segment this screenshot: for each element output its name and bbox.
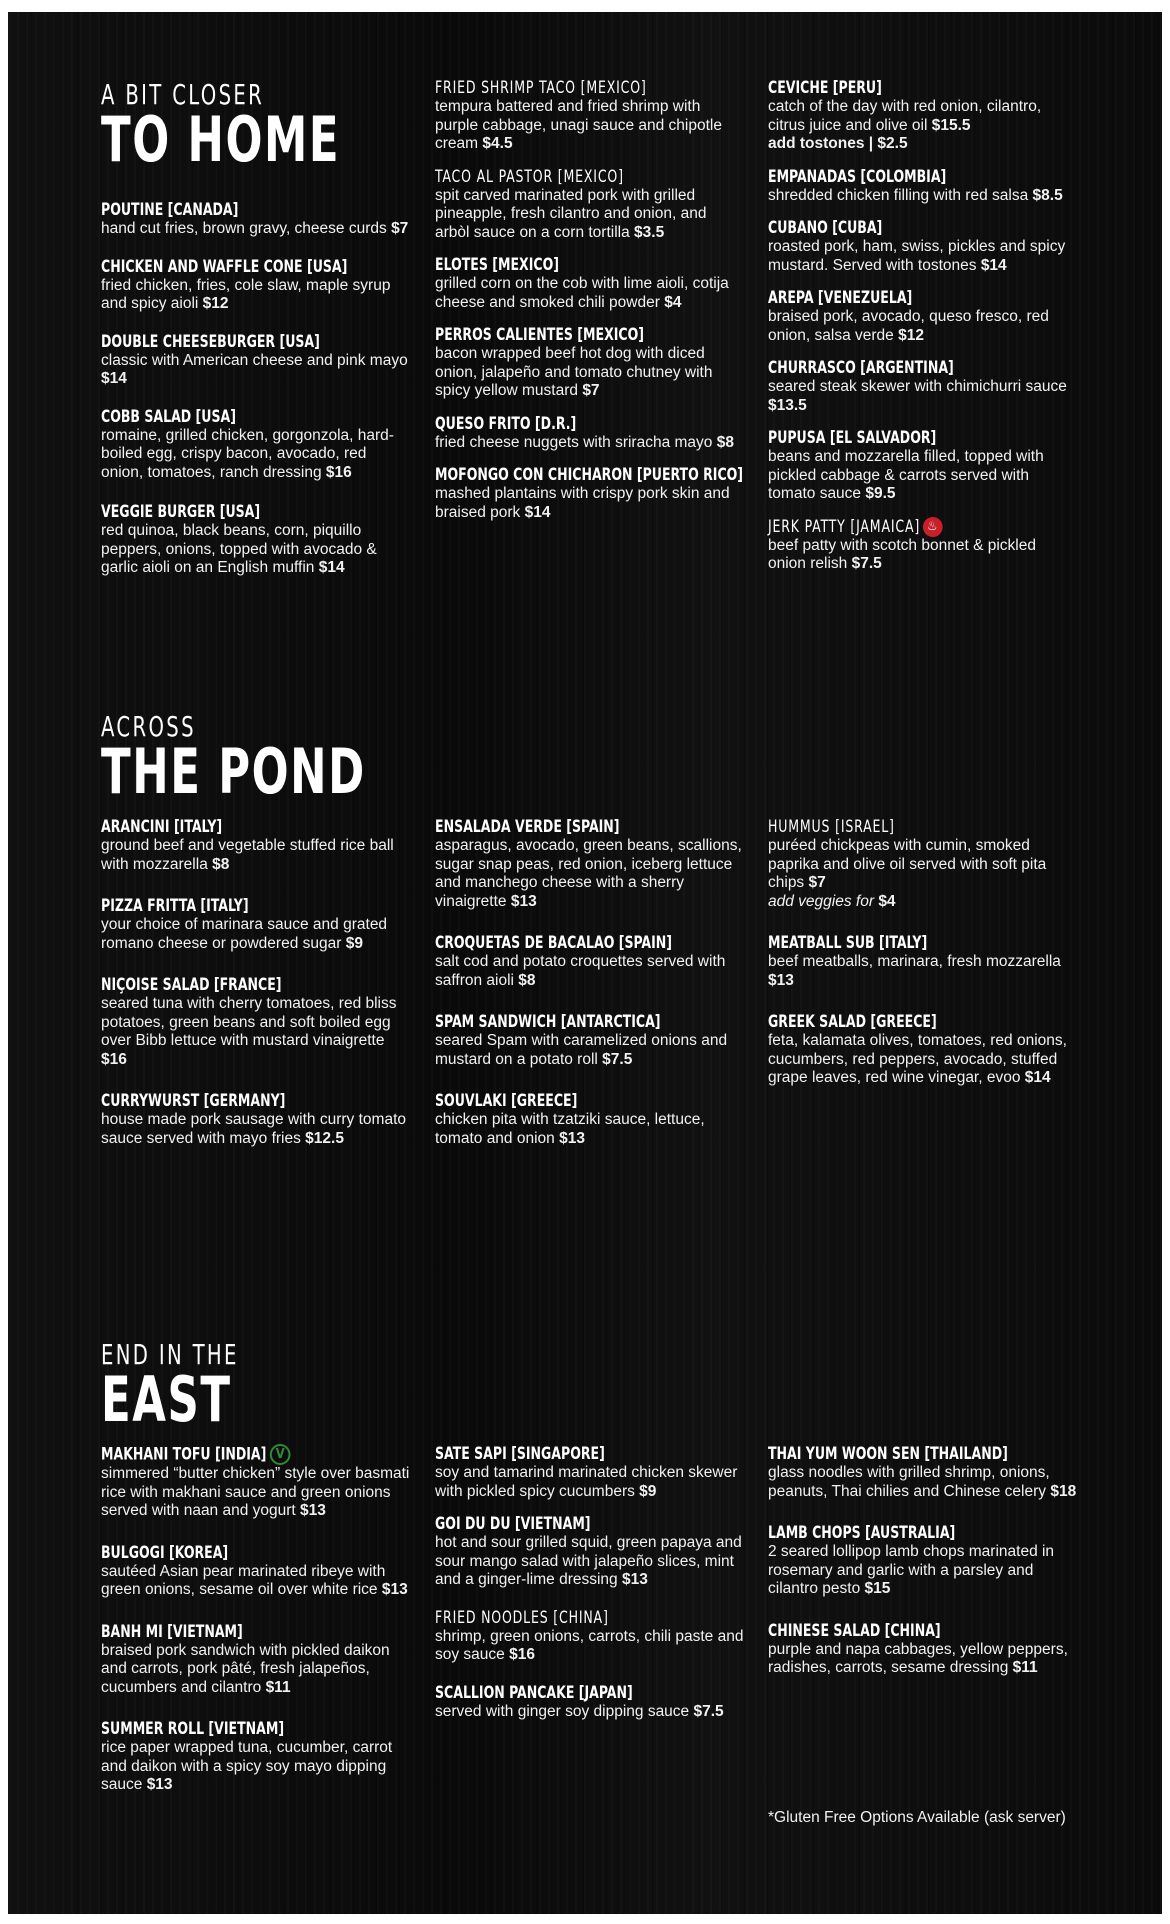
menu-item-name: [435, 1608, 689, 1628]
menu-item-description-text: salt cod and potato croquettes served with saffron aioli: [435, 953, 726, 989]
menu-item-name-text: COBB SALAD [USA]: [101, 406, 236, 427]
section-heading-across-the-pond: [101, 710, 441, 808]
menu-item-description-text: 2 seared lollipop lamb chops marinated in rosemary and garlic with a parsley and cilantro pesto: [768, 1543, 1055, 1597]
menu-item: [101, 200, 411, 239]
menu-item-description-text: romaine, grilled chicken, gorgonzola, hard-boiled egg, crispy bacon, avocado, red onion, tomatoes, ranch dressing: [101, 426, 394, 481]
menu-item-description: [768, 537, 1078, 574]
menu-item-name-text: CURRYWURST [GERMANY]: [101, 1091, 286, 1111]
menu-item-price: $13: [510, 892, 537, 910]
menu-item-name: [435, 78, 689, 98]
menu-item: [101, 502, 411, 578]
menu-item-price: $13: [146, 1776, 173, 1793]
menu-item-description-text: served with ginger soy dipping sauce: [435, 1702, 690, 1720]
menu-item-description-text: tempura battered and fried shrimp with purple cabbage, unagi sauce and chipotle cream: [435, 98, 722, 152]
menu-item: [435, 325, 745, 401]
menu-item: [768, 817, 1078, 911]
menu-item-description: [435, 837, 745, 911]
menu-item-price: $8: [716, 433, 734, 451]
menu-item-name-text: AREPA [VENEZUELA]: [768, 288, 913, 308]
menu-item-price: $3.5: [634, 223, 665, 241]
menu-item-description: [435, 275, 745, 312]
menu-item-name: [768, 1621, 1022, 1641]
menu-item-description: [768, 308, 1078, 345]
menu-item-description: [768, 448, 1078, 504]
menu-item-description: [435, 1703, 745, 1722]
menu-item: [435, 465, 745, 522]
menu-item-price: $4.5: [482, 135, 513, 152]
menu-item-name-text: ARANCINI [ITALY]: [101, 817, 223, 837]
menu-item-description-text: bacon wrapped beef hot dog with diced onion, jalapeño and tomato chutney with spicy yellow mustard: [435, 345, 713, 399]
menu-item-description: [768, 1543, 1078, 1599]
menu-item-name-text: BULGOGI [KOREA]: [101, 1542, 229, 1563]
menu-item-name: [768, 218, 1022, 238]
menu-item-name-text: SUMMER ROLL [VIETNAM]: [101, 1719, 285, 1739]
menu-item-price: $7: [808, 874, 826, 891]
menu-item-description-text: shrimp, green onions, carrots, chili paste and soy sauce: [435, 1627, 744, 1663]
menu-item-description: [435, 1464, 745, 1501]
menu-item-description-text: beef meatballs, marinara, fresh mozzarella: [768, 953, 1061, 970]
menu-item-name: [435, 414, 689, 434]
menu-column: [768, 817, 1078, 1088]
menu-item-price: $16: [509, 1646, 535, 1663]
menu-item-name-text: SPAM SANDWICH [ANTARCTICA]: [435, 1012, 661, 1032]
menu-item-name-text: PUPUSA [EL SALVADOR]: [768, 428, 937, 448]
menu-item-name-text: MOFONGO CON CHICHARON [PUERTO RICO]: [435, 465, 744, 485]
menu-item-name: [768, 1012, 1022, 1032]
menu-item-description-text: chicken pita with tzatziki sauce, lettuce, tomato and onion: [435, 1111, 705, 1147]
menu-item-name: [435, 255, 689, 275]
menu-item-name: [768, 428, 1022, 448]
menu-item-price: $13: [559, 1129, 585, 1147]
menu-item-description: [435, 1032, 745, 1069]
menu-item-addon: [768, 893, 1078, 912]
menu-item: [435, 1012, 745, 1069]
menu-column: [101, 817, 411, 1148]
menu-item-name-text: BANH MI [VIETNAM]: [101, 1621, 243, 1642]
menu-item: [435, 1514, 745, 1590]
menu-item-name-text: GOI DU DU [VIETNAM]: [435, 1514, 591, 1534]
menu-item-name: [768, 78, 1022, 98]
menu-item-name: [101, 200, 355, 220]
menu-item-price: $14: [101, 370, 127, 387]
menu-item-description-text: beef patty with scotch bonnet & pickled onion relish: [768, 536, 1036, 572]
menu-item-name-text: THAI YUM WOON SEN [THAILAND]: [768, 1444, 1008, 1464]
menu-item-description-text: spit carved marinated pork with grilled pineapple, fresh cilantro and onion, and arbòl sauce on a corn tortilla: [435, 186, 707, 241]
gluten-free-note: *Gluten Free Options Available (ask server): [768, 1809, 1066, 1826]
menu-item: [101, 1444, 411, 1521]
menu-item-description: [101, 916, 411, 953]
menu-item-name-text: QUESO FRITO [D.R.]: [435, 413, 577, 434]
menu-item: [101, 1622, 411, 1698]
menu-item-name: [768, 1444, 1022, 1464]
menu-item-description: [768, 837, 1078, 893]
menu-item-name-text: POUTINE [CANADA]: [101, 200, 239, 220]
menu-item-description: [101, 427, 411, 483]
menu-item-name: [101, 332, 355, 352]
menu-item: [101, 1543, 411, 1600]
menu-item-price: $7.5: [851, 555, 882, 572]
menu-item: [435, 933, 745, 990]
menu-item-description: [435, 1628, 745, 1665]
menu-item-description-text: grilled corn on the cob with lime aioli, cotija cheese and smoked chili powder: [435, 275, 729, 311]
menu-item: [435, 255, 745, 312]
menu-item-price: $12.5: [305, 1129, 344, 1147]
menu-item-description-text: puréed chickpeas with cumin, smoked paprika and olive oil served with soft pita chips: [768, 837, 1047, 891]
menu-item-description: [435, 1534, 745, 1590]
menu-item-name-text: SOUVLAKI [GREECE]: [435, 1091, 578, 1111]
menu-item-name: [435, 465, 744, 485]
menu-item-description: [768, 98, 1078, 154]
menu-item: [101, 1091, 411, 1148]
menu-item-description-text: mashed plantains with crispy pork skin and braised pork: [435, 485, 730, 521]
menu-item-name-text: CHINESE SALAD [CHINA]: [768, 1620, 941, 1641]
menu-item-price: $7: [582, 382, 600, 399]
menu-item-name-text: GREEK SALAD [GREECE]: [768, 1012, 937, 1032]
menu-item-description-text: feta, kalamata olives, tomatoes, red onions, cucumbers, red peppers, avocado, stuffed grape leaves, red wine vinegar, evoo: [768, 1032, 1067, 1086]
menu-item-description: [101, 1563, 411, 1600]
menu-item-description: [768, 1641, 1078, 1678]
menu-item: [101, 896, 411, 953]
menu-item-name-text: DOUBLE CHEESEBURGER [USA]: [101, 331, 320, 352]
section-subtitle: A BIT CLOSER: [101, 78, 265, 111]
menu-column: [101, 200, 411, 578]
menu-item-description-text: your choice of marinara sauce and grated romano cheese or powdered sugar: [101, 916, 388, 952]
menu-item-name-text: ELOTES [MEXICO]: [435, 255, 559, 275]
menu-item: [435, 1608, 745, 1665]
menu-item: [101, 975, 411, 1069]
menu-item-price: $14: [318, 559, 345, 576]
menu-item-name: [768, 358, 1022, 378]
menu-item-price: $7: [391, 220, 409, 237]
menu-item-price: $9: [345, 934, 363, 952]
menu-item-price: $7.5: [602, 1050, 633, 1068]
menu-item-name: [435, 1683, 689, 1703]
menu-item: [768, 358, 1078, 415]
menu-item-price: $13.5: [768, 396, 807, 414]
menu-item-name-text: FRIED NOODLES [CHINA]: [435, 1607, 609, 1628]
menu-item-price: $11: [265, 1678, 291, 1696]
menu-item-description: [435, 187, 745, 243]
menu-item: [768, 288, 1078, 345]
menu-item-name-text: EMPANADAS [COLOMBIA]: [768, 166, 947, 187]
menu-item-description: [101, 220, 411, 239]
menu-item-name: [101, 257, 355, 277]
menu-item-price: $13: [300, 1502, 326, 1519]
menu-item-description: [101, 1111, 411, 1148]
section-title: EAST: [101, 1363, 232, 1436]
menu-item-name: [768, 933, 1022, 953]
menu-item-name-text: PIZZA FRITTA [ITALY]: [101, 896, 249, 916]
menu-item-price: $13: [381, 1581, 408, 1598]
menu-item: [768, 517, 1078, 574]
menu-item-price: $9: [639, 1482, 657, 1500]
menu-item-price: $11: [1012, 1659, 1038, 1676]
menu-item-price: $13: [768, 971, 794, 989]
menu-item-description: [101, 1642, 411, 1698]
menu-item: [435, 78, 745, 154]
menu-item-description: [768, 1464, 1078, 1501]
menu-item-description: [101, 1465, 411, 1521]
menu-item: [101, 407, 411, 483]
menu-item-price: $8.5: [1032, 186, 1063, 204]
menu-item-name-text: CEVICHE [PERU]: [768, 78, 882, 98]
menu-item-description-text: braised pork, avocado, queso fresco, red onion, salsa verde: [768, 308, 1049, 344]
menu-column: [768, 1444, 1078, 1678]
menu-item-name: [768, 1523, 1022, 1543]
menu-item-name: [101, 1543, 355, 1563]
vegetarian-icon: V: [270, 1444, 291, 1465]
menu-item-name: [101, 1719, 355, 1739]
menu-item-price: $12: [202, 295, 229, 312]
menu-item: [768, 78, 1078, 154]
menu-item-description: [101, 277, 411, 314]
menu-column: [435, 1444, 745, 1721]
menu-item-description-text: ground beef and vegetable stuffed rice ball with mozzarella: [101, 837, 394, 873]
menu-item-description: [435, 953, 745, 990]
menu-item-price: $13: [621, 1571, 648, 1588]
menu-item-name-text: ENSALADA VERDE [SPAIN]: [435, 817, 620, 837]
menu-item-description-text: simmered “butter chicken” style over basmati rice with makhani sauce and green onions served with naan and yogurt: [101, 1465, 410, 1519]
menu-item: [101, 1719, 411, 1795]
menu-item-name-text: MAKHANI TOFU [INDIA]: [101, 1444, 267, 1465]
menu-item: [101, 817, 411, 874]
menu-item-name: [435, 167, 689, 187]
menu-item-name: [101, 975, 355, 995]
menu-item-addon: add tostones | $2.5: [768, 135, 908, 152]
menu-item-description: [435, 1111, 745, 1148]
section-title: TO HOME: [101, 103, 341, 176]
menu-item-name: [101, 1444, 355, 1465]
menu-item-name-text: CUBANO [CUBA]: [768, 218, 883, 238]
menu-item-name: [768, 288, 1022, 308]
menu-item-description: [101, 522, 411, 578]
menu-item-description-text: sautéed Asian pear marinated ribeye with green onions, sesame oil over white rice: [101, 1562, 386, 1598]
menu-item: [435, 1683, 745, 1722]
section-subtitle: ACROSS: [101, 710, 196, 743]
menu-item-name: [435, 1012, 689, 1032]
menu-item-name-text: SATE SAPI [SINGAPORE]: [435, 1444, 605, 1464]
menu-item-description: [101, 1739, 411, 1795]
menu-item: [768, 1523, 1078, 1599]
section-heading-end-in-the-east: [101, 1338, 278, 1436]
menu-item-name-text: PERROS CALIENTES [MEXICO]: [435, 325, 644, 345]
menu-item-description-text: beans and mozzarella filled, topped with pickled cabbage & carrots served with tomato sauce: [768, 448, 1044, 502]
menu-item: [768, 1444, 1078, 1501]
spicy-icon: ♨: [923, 517, 943, 537]
menu-item-name-text: NIÇOISE SALAD [FRANCE]: [101, 975, 282, 995]
menu-item-description-text: house made pork sausage with curry tomato sauce served with mayo fries: [101, 1111, 406, 1147]
section-heading-closer-to-home: [101, 78, 408, 176]
menu-item-description-text: asparagus, avocado, green beans, scallions, sugar snap peas, red onion, iceberg lettuce and manchego cheese with a sherry vinaigrette: [435, 837, 742, 910]
menu-item-description: [768, 1032, 1078, 1088]
menu-item-name-text: CROQUETAS DE BACALAO [SPAIN]: [435, 933, 673, 953]
menu-item: [101, 257, 411, 314]
menu-item: [768, 933, 1078, 990]
menu-item-description: [768, 238, 1078, 275]
menu-item-price: $8: [518, 971, 536, 989]
menu-item: [435, 167, 745, 243]
menu-item-price: $7.5: [693, 1702, 724, 1720]
menu-item-description: [435, 345, 745, 401]
menu-item-name-text: TACO AL PASTOR [MEXICO]: [435, 166, 624, 187]
menu-item-price: $18: [1050, 1482, 1077, 1500]
menu-item-name: [435, 1444, 689, 1464]
menu-item-name: [101, 1091, 355, 1111]
menu-item: [768, 1621, 1078, 1678]
menu-item-price: $14: [1024, 1069, 1051, 1086]
menu-item: [768, 218, 1078, 275]
menu-item-description: [435, 434, 745, 453]
menu-item-name: [101, 817, 355, 837]
menu-item: [768, 1012, 1078, 1088]
menu-item-name: [101, 407, 355, 427]
menu-column: [101, 1444, 411, 1795]
menu-item-name: [768, 167, 1022, 187]
menu-item-description-text: seared Spam with caramelized onions and mustard on a potato roll: [435, 1032, 728, 1068]
menu-item: [435, 414, 745, 453]
menu-item-description-text: purple and napa cabbages, yellow peppers, radishes, carrots, sesame dressing: [768, 1640, 1068, 1676]
menu-column: [768, 78, 1078, 574]
menu-item-description: [101, 352, 411, 389]
section-title: THE POND: [101, 735, 366, 808]
menu-item-price: $4: [664, 293, 682, 311]
menu-item-description: [101, 837, 411, 874]
menu-item-description-text: braised pork sandwich with pickled daikon and carrots, pork pâté, fresh jalapeños, cucumbers and cilantro: [101, 1641, 390, 1696]
menu-item-name: [768, 817, 1022, 837]
menu-item-name: [435, 817, 689, 837]
menu-item-description-text: catch of the day with red onion, cilantro, citrus juice and olive oil: [768, 98, 1042, 134]
menu-board: [8, 12, 1162, 1914]
menu-item-name-text: CHICKEN AND WAFFLE CONE [USA]: [101, 256, 348, 277]
menu-item-addon-price: $4: [878, 892, 896, 910]
menu-item-price: $8: [212, 855, 230, 873]
menu-item-name-text: SCALLION PANCAKE [JAPAN]: [435, 1682, 633, 1703]
menu-item: [435, 1091, 745, 1148]
menu-item: [768, 167, 1078, 206]
menu-item-name: [435, 1514, 689, 1534]
menu-item-name: [435, 325, 689, 345]
menu-item-name-text: LAMB CHOPS [AUSTRALIA]: [768, 1523, 956, 1543]
menu-item-name-text: VEGGIE BURGER [USA]: [101, 502, 261, 522]
menu-item-description-text: rice paper wrapped tuna, cucumber, carrot and daikon with a spicy soy mayo dipping sauce: [101, 1739, 393, 1793]
menu-item-name: [101, 502, 355, 522]
menu-item-price: $14: [524, 503, 551, 521]
menu-item-name-text: FRIED SHRIMP TACO [MEXICO]: [435, 78, 647, 98]
menu-item-description: [101, 995, 411, 1069]
menu-item-name: [101, 896, 355, 916]
menu-item-name: [435, 933, 689, 953]
menu-item: [768, 428, 1078, 504]
menu-item: [101, 332, 411, 389]
menu-item-price: $15.5: [931, 116, 971, 134]
menu-item-description: [768, 378, 1078, 415]
menu-item-description-text: seared tuna with cherry tomatoes, red bliss potatoes, green beans and soft boiled egg over Bibb lettuce with mustard vinaigrette: [101, 995, 397, 1049]
menu-item-description-text: roasted pork, ham, swiss, pickles and spicy mustard. Served with tostones: [768, 238, 1066, 274]
menu-item: [435, 817, 745, 911]
menu-column: [435, 817, 745, 1148]
menu-item-description-text: shredded chicken filling with red salsa: [768, 186, 1029, 204]
menu-item-description-text: soy and tamarind marinated chicken skewer with pickled spicy cucumbers: [435, 1464, 738, 1500]
menu-item-name-text: CHURRASCO [ARGENTINA]: [768, 358, 954, 378]
menu-item-description: [435, 98, 745, 154]
menu-item-description-text: glass noodles with grilled shrimp, onions, peanuts, Thai chilies and Chinese celery: [768, 1464, 1050, 1500]
menu-item-price: $15: [864, 1580, 891, 1597]
menu-item-addon-text: add veggies for: [768, 892, 874, 910]
menu-item-price: $12: [898, 326, 924, 344]
menu-item-name: [435, 1091, 689, 1111]
section-subtitle: END IN THE: [101, 1338, 239, 1371]
menu-item-description-text: classic with American cheese and pink mayo: [101, 351, 408, 369]
menu-column: [435, 78, 745, 522]
menu-item-description-text: red quinoa, black beans, corn, piquillo peppers, onions, topped with avocado & garlic aioli on an English muffin: [101, 522, 377, 576]
menu-item-description-text: fried chicken, fries, cole slaw, maple syrup and spicy aioli: [101, 276, 391, 312]
menu-item: [435, 1444, 745, 1501]
menu-item-price: $16: [101, 1050, 127, 1068]
menu-item-description: [435, 485, 745, 522]
menu-item-price: $16: [325, 463, 352, 481]
menu-item-description-text: fried cheese nuggets with sriracha mayo: [435, 433, 713, 451]
menu-item-description: [768, 187, 1078, 206]
menu-item-description-text: hand cut fries, brown gravy, cheese curds: [101, 220, 387, 237]
menu-item-description-text: hot and sour grilled squid, green papaya and sour mango salad with jalapeño slices, mint and a ginger-lime dressing: [435, 1534, 742, 1588]
menu-item-name: [101, 1622, 355, 1642]
menu-item-price: $14: [980, 256, 1007, 274]
menu-item-name-text: HUMMUS [ISRAEL]: [768, 817, 895, 837]
menu-item-price: $9.5: [865, 485, 896, 502]
menu-item-name-text: JERK PATTY [JAMAICA]: [768, 516, 921, 537]
menu-item-name: [768, 517, 1022, 537]
menu-item-description: [768, 953, 1078, 990]
menu-item-description-text: seared steak skewer with chimichurri sauce: [768, 378, 1067, 395]
menu-item-name-text: MEATBALL SUB [ITALY]: [768, 933, 928, 953]
